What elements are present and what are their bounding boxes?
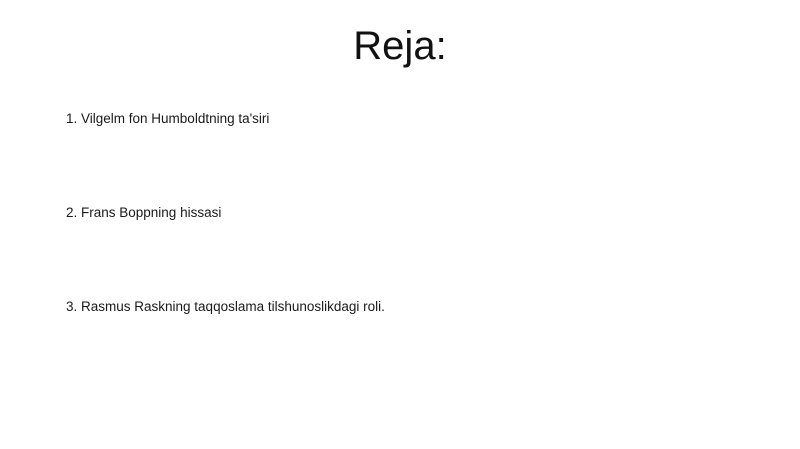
plan-item-2: 2. Frans Boppning hissasi: [66, 205, 222, 220]
slide-title: Reja:: [353, 24, 447, 68]
plan-item-1: 1. Vilgelm fon Humboldtning ta'siri: [66, 111, 270, 126]
plan-item-3: 3. Rasmus Raskning taqqoslama tilshunoslikdagi roli.: [66, 299, 385, 314]
